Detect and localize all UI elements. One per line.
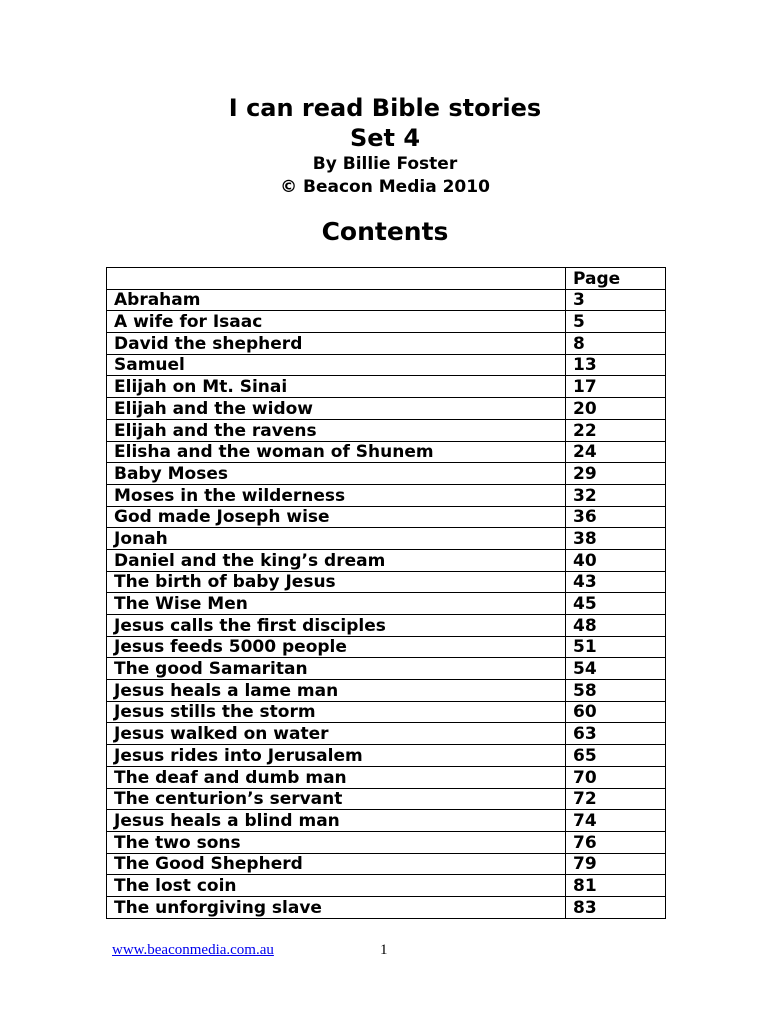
table-header-row	[107, 268, 666, 290]
story-page-number: 3	[566, 289, 666, 311]
table-row	[107, 615, 666, 637]
story-page-number: 32	[566, 484, 666, 506]
story-title: Elijah and the ravens	[107, 419, 566, 441]
story-title: Jesus stills the storm	[107, 701, 566, 723]
story-title: Jesus feeds 5000 people	[107, 636, 566, 658]
story-page-number: 36	[566, 506, 666, 528]
story-title: Elisha and the woman of Shunem	[107, 441, 566, 463]
story-title: Jesus calls the first disciples	[107, 615, 566, 637]
story-title: Abraham	[107, 289, 566, 311]
story-page-number: 17	[566, 376, 666, 398]
page-number: 1	[380, 942, 388, 958]
story-page-number: 24	[566, 441, 666, 463]
story-title: Samuel	[107, 354, 566, 376]
table-row	[107, 398, 666, 420]
story-title: The Good Shepherd	[107, 853, 566, 875]
table-row	[107, 484, 666, 506]
story-title: Daniel and the king’s dream	[107, 549, 566, 571]
document-title	[0, 93, 770, 153]
story-page-number: 76	[566, 831, 666, 853]
author-line: By Billie Foster	[312, 154, 458, 174]
story-title: Moses in the wilderness	[107, 484, 566, 506]
story-title: The birth of baby Jesus	[107, 571, 566, 593]
table-row	[107, 680, 666, 702]
document-subtitle	[0, 153, 770, 199]
story-title: Jesus walked on water	[107, 723, 566, 745]
story-title: The lost coin	[107, 875, 566, 897]
table-row	[107, 788, 666, 810]
story-title: Baby Moses	[107, 463, 566, 485]
story-title: The Wise Men	[107, 593, 566, 615]
table-row	[107, 810, 666, 832]
story-page-number: 8	[566, 333, 666, 355]
story-title: God made Joseph wise	[107, 506, 566, 528]
table-row	[107, 549, 666, 571]
table-row	[107, 311, 666, 333]
title-line-2: Set 4	[349, 124, 421, 152]
story-page-number: 40	[566, 549, 666, 571]
table-row	[107, 701, 666, 723]
story-page-number: 5	[566, 311, 666, 333]
table-row	[107, 376, 666, 398]
story-title: The good Samaritan	[107, 658, 566, 680]
story-title: Jonah	[107, 528, 566, 550]
story-title: Jesus heals a lame man	[107, 680, 566, 702]
story-page-number: 54	[566, 658, 666, 680]
title-line-1: I can read Bible stories	[228, 94, 542, 122]
story-title: Elijah on Mt. Sinai	[107, 376, 566, 398]
story-title: Elijah and the widow	[107, 398, 566, 420]
table-row	[107, 723, 666, 745]
story-page-number: 29	[566, 463, 666, 485]
story-page-number: 65	[566, 745, 666, 767]
story-page-number: 60	[566, 701, 666, 723]
table-row	[107, 875, 666, 897]
story-title: Jesus heals a blind man	[107, 810, 566, 832]
table-row	[107, 506, 666, 528]
story-title: The unforgiving slave	[107, 896, 566, 918]
table-row	[107, 333, 666, 355]
story-page-number: 83	[566, 896, 666, 918]
story-page-number: 79	[566, 853, 666, 875]
story-page-number: 48	[566, 615, 666, 637]
table-row	[107, 289, 666, 311]
story-title: David the shepherd	[107, 333, 566, 355]
story-page-number: 38	[566, 528, 666, 550]
table-row	[107, 896, 666, 918]
contents-heading: Contents	[321, 217, 449, 246]
title-column-header	[107, 268, 566, 290]
story-title: Jesus rides into Jerusalem	[107, 745, 566, 767]
table-row	[107, 419, 666, 441]
story-page-number: 45	[566, 593, 666, 615]
copyright-line: © Beacon Media 2010	[280, 177, 490, 197]
table-row	[107, 745, 666, 767]
table-row	[107, 441, 666, 463]
table-row	[107, 658, 666, 680]
story-page-number: 72	[566, 788, 666, 810]
table-row	[107, 463, 666, 485]
page-column-header: Page	[566, 268, 666, 290]
story-title: A wife for Isaac	[107, 311, 566, 333]
story-page-number: 81	[566, 875, 666, 897]
story-page-number: 58	[566, 680, 666, 702]
story-page-number: 51	[566, 636, 666, 658]
table-row	[107, 593, 666, 615]
story-page-number: 70	[566, 766, 666, 788]
story-page-number: 63	[566, 723, 666, 745]
story-page-number: 22	[566, 419, 666, 441]
table-row	[107, 571, 666, 593]
table-row	[107, 636, 666, 658]
story-page-number: 20	[566, 398, 666, 420]
story-page-number: 74	[566, 810, 666, 832]
story-title: The two sons	[107, 831, 566, 853]
table-row	[107, 528, 666, 550]
contents-table	[106, 267, 666, 919]
story-page-number: 13	[566, 354, 666, 376]
website-link[interactable]: www.beaconmedia.com.au	[112, 942, 274, 958]
table-row	[107, 766, 666, 788]
story-title: The centurion’s servant	[107, 788, 566, 810]
table-row	[107, 853, 666, 875]
table-row	[107, 831, 666, 853]
table-row	[107, 354, 666, 376]
story-page-number: 43	[566, 571, 666, 593]
story-title: The deaf and dumb man	[107, 766, 566, 788]
